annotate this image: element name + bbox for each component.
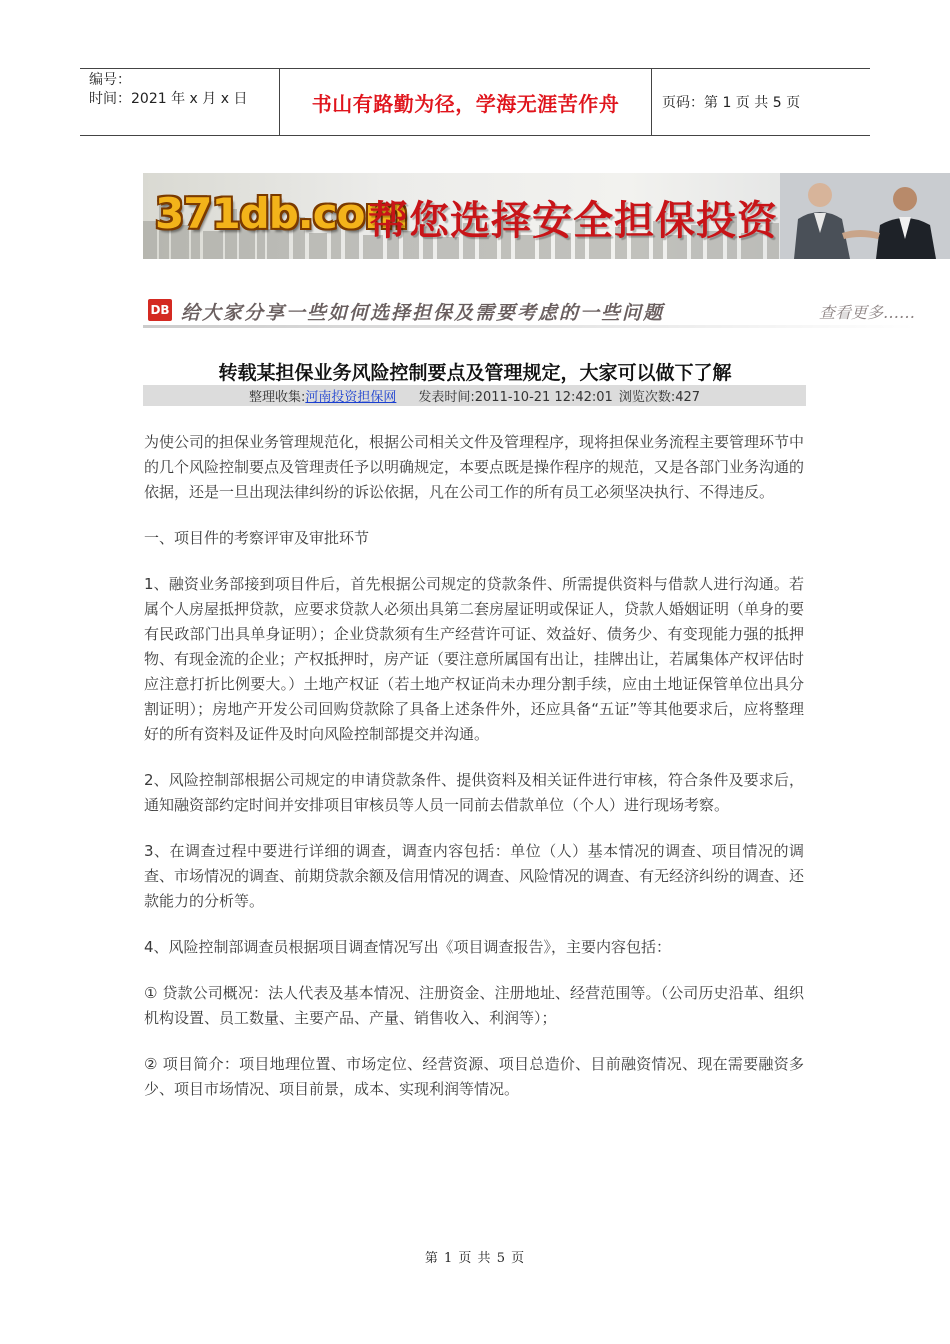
paragraph-item-1: 1、融资业务部接到项目件后，首先根据公司规定的贷款条件、所需提供资料与借款人进行沟通。若属个人房屋抵押贷款，应要求贷款人必须出具第二套房屋证明或保证人，贷款人婚姻证明（单身的要有民政部门出具单身证明）；企业贷款须有生产经营许可证、效益好、债务少、有变现能力强的抵押物、有现金流的企业；产权抵押时，房产证（要注意所属国有出让，挂牌出让，若属集体产权评估时应注意打折比例要大。）土地产权证（若土地产权证尚未办理分割手续，应由土地证保管单位出具分割证明）；房地产开发公司回购贷款除了具备上述条件外，还应具备“五证”等其他要求后，应将整理好的所有资料及证件及时向风险控制部提交并沟通。 [144, 575, 805, 743]
paragraph-intro: 为使公司的担保业务管理规范化，根据公司相关文件及管理程序，现将担保业务流程主要管理环节中的几个风险控制要点及管理责任予以明确规定，本要点既是操作程序的规范，又是各部门业务沟通的依据，还是一旦出现法律纠纷的诉讼依据，凡在公司工作的所有员工必须坚决执行、不得违反。 [144, 433, 805, 501]
publish-time: 发表时间:2011-10-21 12:42:01 [418, 390, 613, 405]
share-section-bar [143, 292, 915, 330]
site-logo: 371db.com [155, 189, 408, 238]
paragraph-subitem-2: ② 项目简介：项目地理位置、市场定位、经营资源、项目总造价、目前融资情况、现在需要融资多少、项目市场情况、项目前景，成本、实现利润等情况。 [144, 1055, 804, 1098]
collector-label: 整理收集: [248, 390, 306, 405]
view-count: 浏览次数:427 [618, 390, 701, 405]
banner-slogan: 帮您选择安全担保投资 [368, 198, 778, 244]
page-footer: 第 1 页 共 5 页 [424, 1251, 526, 1266]
header-page-label: 页码：第 1 页 共 5 页 [662, 95, 801, 111]
article-body [144, 430, 804, 1123]
paragraph-item-3: 3、在调查过程中要进行详细的调查，调查内容包括：单位（人）基本情况的调查、项目情况的调查、市场情况的调查、前期贷款余额及信用情况的调查、风险情况的调查、有无经济纠纷的调查、还款能力的分析等。 [144, 842, 805, 910]
share-section-title: 给大家分享一些如何选择担保及需要考虑的一些问题 [181, 302, 665, 324]
site-banner[interactable] [143, 173, 950, 259]
header-motto-cell [280, 69, 652, 135]
article-title: 转载某担保业务风险控制要点及管理规定，大家可以做下了解 [218, 362, 732, 384]
document-number-label: 编号： [89, 72, 131, 88]
document-time-label: 时间：2021 年 x 月 x 日 [89, 91, 248, 107]
paragraph-subitem-1: ① 贷款公司概况：法人代表及基本情况、注册资金、注册地址、经营范围等。（公司历史沿革、组织机构设置、员工数量、主要产品、产量、销售收入、利润等）； [144, 984, 804, 1027]
collector-link[interactable]: 河南投资担保网 [305, 390, 397, 405]
view-more-link[interactable]: 查看更多…… [818, 303, 915, 322]
businessmen-graphic [780, 173, 950, 259]
section-divider [143, 325, 915, 328]
section-heading: 一、项目件的考察评审及审批环节 [144, 529, 370, 547]
paragraph-item-4: 4、风险控制部调查员根据项目调查情况写出《项目调查报告》，主要内容包括： [144, 938, 672, 956]
header-info [80, 69, 280, 135]
document-header [80, 68, 870, 136]
header-motto: 书山有路勤为径，学海无涯苦作舟 [311, 91, 620, 116]
db-badge-icon: DB [148, 299, 172, 321]
paragraph-item-2: 2、风险控制部根据公司规定的申请贷款条件、提供资料及相关证件进行审核，符合条件及要求后，通知融资部约定时间并安排项目审核员等人员一同前去借款单位（个人）进行现场考察。 [144, 771, 804, 814]
collector-info [249, 386, 396, 405]
article-meta [143, 385, 806, 406]
